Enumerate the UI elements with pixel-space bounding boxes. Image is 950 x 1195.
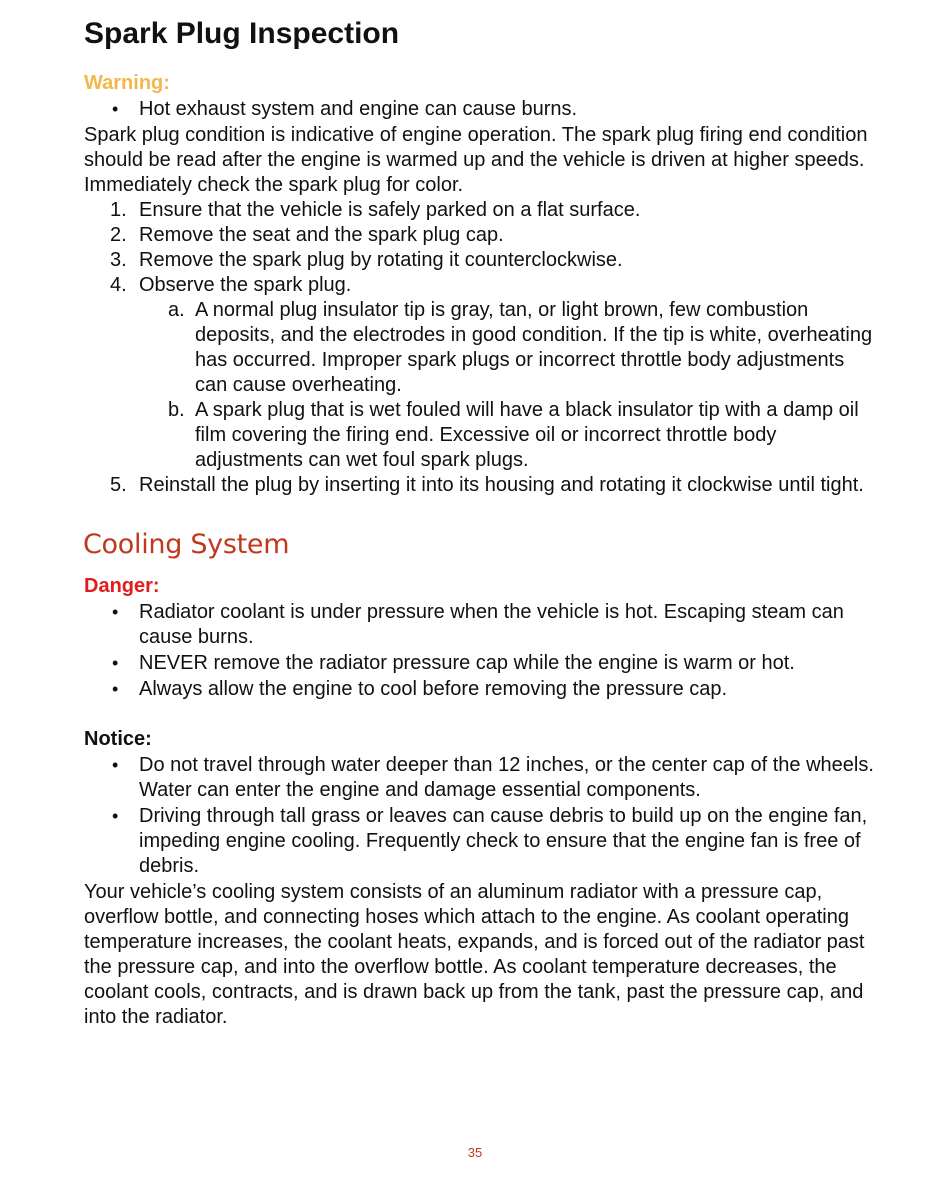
substep-item [139,298,874,398]
cooling-paragraph: Your vehicle’s cooling system consists of an aluminum radiator with a pressure cap, overflow bottle, and connecting hoses which attach to the engine. As coolant operating temperature increases, the coolant heats, expands, and is forced out of the radiator past the pressure cap, and into the overflow bottle. As coolant temperature decreases, the coolant cools, contracts, and is drawn back up from the tank, past the pressure cap, and into the radiator. [84,881,865,1028]
step-item [84,273,874,473]
step-item [84,473,874,498]
danger-item-text: Always allow the engine to cool before removing the pressure cap. [139,678,728,700]
danger-item [84,677,874,702]
notice-item-text: Driving through tall grass or leaves can cause debris to build up on the engine fan, impeding engine cooling. Frequently check to ensure that the engine fan is free of debris. [139,805,868,877]
warning-item [84,97,874,122]
danger-item [84,600,874,650]
step-number: 3. [110,249,127,271]
step-text: Remove the seat and the spark plug cap. [139,224,504,246]
step-number: 1. [110,199,127,221]
step-text: Reinstall the plug by inserting it into its housing and rotating it clockwise until tight. [139,474,864,496]
substep-text: A normal plug insulator tip is gray, tan, or light brown, few combustion deposits, and the electrodes in good condition. If the tip is white, overheating has occurred. Improper spark plugs or incorrect throttle body adjustments can cause overheating. [195,299,873,396]
steps-list [84,198,874,498]
danger-item-text: NEVER remove the radiator pressure cap while the engine is warm or hot. [139,652,795,674]
warning-label: Warning: [84,72,170,94]
notice-item [84,804,874,879]
notice-item [84,753,874,803]
notice-label: Notice: [84,728,152,750]
step-text: Observe the spark plug. [139,274,352,296]
substep-letter: b. [168,399,185,421]
danger-list [84,600,874,702]
substep-text: A spark plug that is wet fouled will have a black insulator tip with a damp oil film covering the firing end. Excessive oil or incorrect throttle body adjustments can wet foul spark plugs. [195,399,859,471]
step-number: 2. [110,224,127,246]
substep-letter: a. [168,299,185,321]
bullet-icon: • [112,602,119,622]
step-item [84,248,874,273]
section-title: Spark Plug Inspection [84,17,400,50]
step-item [84,223,874,248]
substep-item [139,398,874,473]
bullet-icon: • [112,679,119,699]
step-number: 4. [110,274,127,296]
notice-list [84,753,874,879]
warning-list [84,97,874,122]
notice-item-text: Do not travel through water deeper than 12 inches, or the center cap of the wheels. Water can enter the engine and damage essential components. [139,754,874,801]
danger-item-text: Radiator coolant is under pressure when the vehicle is hot. Escaping steam can cause burns. [139,601,844,648]
page-number: 35 [467,1145,483,1160]
step-number: 5. [110,474,127,496]
manual-page [83,17,874,1030]
warning-item-text: Hot exhaust system and engine can cause burns. [139,98,578,120]
step-text: Remove the spark plug by rotating it counterclockwise. [139,249,623,271]
bullet-icon: • [112,99,119,119]
danger-label: Danger: [84,575,160,597]
bullet-icon: • [112,653,119,673]
bullet-icon: • [112,755,119,775]
step-text: Ensure that the vehicle is safely parked on a flat surface. [139,199,641,221]
bullet-icon: • [112,806,119,826]
substeps-list [139,298,874,473]
cooling-system-heading: Cooling System [83,529,290,560]
step-item [84,198,874,223]
danger-item [84,651,874,676]
intro-paragraph: Spark plug condition is indicative of engine operation. The spark plug firing end condition should be read after the engine is warmed up and the vehicle is driven at higher speeds. Immediately check the spark plug for color. [84,124,868,196]
